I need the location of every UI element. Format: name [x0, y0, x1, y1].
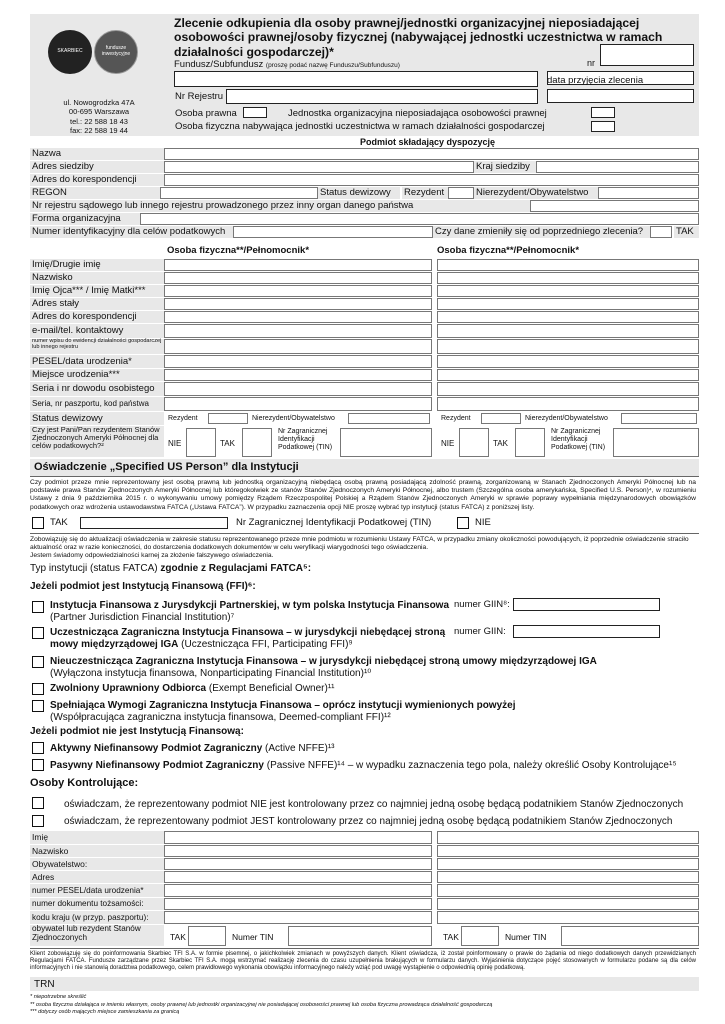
- fatca-tak-label: TAK: [50, 517, 68, 528]
- person-label: Imię Ojca*** / Imię Matki***: [30, 285, 164, 297]
- us-tin-label: Nr Zagranicznej Identyfikacji Podatkowej (TIN): [549, 428, 611, 457]
- fatca-paragraph-1: Czy podmiot przeze mnie reprezentowany jest osobą prawną lub jednostką organizacyjną niebędącą osobą prawną posiadającą zdolność prawną, zorganizowaną w Stanach Zjednoczonych Ameryki Północnej lub na podstawie prawa Stanów Zjednoczonych Ameryki Północnej lub któregokolwiek ze stanów Stanów Zjednoczonych Ameryki Północnej, albo trustem (Szczególna osoba amerykańska, Specified U.S. Person)⁴, w rozumieniu Ustawy z dnia 9 października 2015 r. o wykonywaniu umowy pomiędzy Rządem Rzeczpospolitej Polskiej a Rządem Stanów Zjednoczonych Ameryki w sprawie poprawy wypełniania międzynarodowych obowiązków podatkowych oraz wdrożenia ustawodawstwa FATCA („Ustawa FATCA”). W przypadku zaznaczenia opcji NIE proszę wybrać typ instytucji (status FATCA) z poniższej listy.: [30, 479, 696, 511]
- country-label: Kraj siedziby: [474, 161, 536, 173]
- hq-address-field[interactable]: [164, 161, 474, 173]
- regon-field[interactable]: [160, 187, 318, 199]
- type-natural-label: Osoba fizyczna nabywająca jednostki uczestnictwa w ramach działalności gospodarczej: [175, 121, 545, 132]
- fund-field[interactable]: [174, 71, 538, 87]
- person-label: e-mail/tel. kontaktowy: [30, 324, 164, 338]
- fatca-tak-checkbox[interactable]: [32, 517, 44, 529]
- resident-field[interactable]: [448, 187, 474, 199]
- fatca-tin-field[interactable]: [80, 517, 228, 529]
- control-label: Obywatelstwo:: [30, 858, 164, 870]
- control-tin-label: Numer TIN: [228, 931, 288, 943]
- person-1-field[interactable]: [164, 324, 432, 338]
- company-address: ul. Nowogrodzka 47A 00-695 Warszawa tel.: 22 588 18 43 fax: 22 588 19 44: [63, 98, 135, 136]
- option-exempt-owner-label: Zwolniony Uprawniony Odbiorca (Exempt Beneficial Owner)¹¹: [50, 683, 335, 694]
- submitter-label: Adres do korespondencji: [30, 174, 164, 186]
- changed-field[interactable]: [650, 226, 672, 238]
- person-1-field[interactable]: [164, 259, 432, 271]
- type-natural-checkbox[interactable]: [591, 121, 615, 132]
- option-passive-nffe-checkbox[interactable]: [32, 759, 44, 771]
- person-label: Seria i nr dowodu osobistego: [30, 382, 164, 396]
- option-deemed-compliant-label: Spełniająca Wymogi Zagraniczna Instytucja Finansowa – oprócz instytucji wymienionych powyżej (Współpracująca zagraniczna instytucja finansowa, Deemed-compliant FFI)¹²: [50, 700, 516, 723]
- submitter-label: Nr rejestru sądowego lub innego rejestru prowadzonego przez inny organ danego państwa: [30, 200, 530, 212]
- control-tin-field[interactable]: [561, 926, 699, 946]
- ffi-heading: Jeżeli podmiot jest Instytucją Finansową (FFI)⁶:: [30, 581, 256, 592]
- person-col-title-2: Osoba fizyczna**/Pełnomocnik*: [437, 245, 580, 256]
- control-1-field[interactable]: [164, 871, 432, 883]
- control-1-field[interactable]: [164, 898, 432, 910]
- submitter-label: Adres siedziby: [30, 161, 164, 173]
- submitter-label: Numer identyfikacyjny dla celów podatkowych: [30, 226, 233, 238]
- person-label: Adres do korespondencji: [30, 311, 164, 323]
- control-tin-label: Numer TIN: [501, 931, 561, 943]
- control-2-field[interactable]: [437, 884, 699, 897]
- person-2-field[interactable]: [437, 369, 699, 381]
- option-exempt-owner-checkbox[interactable]: [32, 683, 44, 695]
- registry-label: Nr Rejestru: [175, 91, 224, 102]
- fatca-paragraph-3: Jestem świadomy odpowiedzialności karnej za złożenie fałszywego oświadczenia.: [30, 552, 274, 559]
- control-tak-field[interactable]: [461, 926, 499, 946]
- us-tin-label: Nr Zagranicznej Identyfikacji Podatkowej (TIN): [276, 428, 338, 457]
- control-1-field[interactable]: [164, 911, 432, 924]
- person-2-field[interactable]: [437, 298, 699, 310]
- type-unit-label: Jednostka organizacyjna nieposiadająca osobowości prawnej: [288, 108, 547, 119]
- us-tak-label: TAK: [491, 438, 515, 450]
- nonresident-label: Nierezydent/Obywatelstwo: [474, 187, 598, 199]
- control-tin-field[interactable]: [288, 926, 432, 946]
- fatca-title: Oświadczenie „Specified US Person” dla Instytucji: [34, 461, 299, 473]
- control-not-us-label: oświadczam, że reprezentowany podmiot NIE jest kontrolowany przez co najmniej jedną osobę będącą podatnikiem Stanów Zjednoczonych: [64, 799, 684, 810]
- control-tak-field[interactable]: [188, 926, 226, 946]
- us-nie-label: NIE: [166, 438, 186, 450]
- option-active-nffe-label: Aktywny Niefinansowy Podmiot Zagraniczny (Active NFFE)¹³: [50, 743, 335, 754]
- control-label: kodu kraju (w przyp. paszportu):: [30, 911, 164, 924]
- person-2-field[interactable]: [437, 339, 699, 354]
- option-partner-ffi-checkbox[interactable]: [32, 601, 44, 613]
- control-us-label: oświadczam, że reprezentowany podmiot JEST kontrolowany przez co najmniej jedną osobę będącą podatnikiem Stanów Zjednoczonych: [64, 816, 673, 827]
- person-2-field[interactable]: [437, 355, 699, 368]
- control-label: numer dokumentu tożsamości:: [30, 898, 164, 910]
- giin-field-1[interactable]: [513, 598, 660, 611]
- control-1-field[interactable]: [164, 858, 432, 870]
- control-1-field[interactable]: [164, 845, 432, 857]
- person-2-field[interactable]: [437, 285, 699, 297]
- option-passive-nffe-label: Pasywny Niefinansowy Podmiot Zagraniczny (Passive NFFE)¹⁴ – w wypadku zaznaczenia tego pola, należy określić Osoby Kontrolujące¹⁵: [50, 760, 677, 771]
- person-2-field[interactable]: [437, 311, 699, 323]
- person-col-title-1: Osoba fizyczna**/Pełnomocnik*: [167, 245, 310, 256]
- option-active-nffe-checkbox[interactable]: [32, 742, 44, 754]
- name-field[interactable]: [164, 148, 699, 160]
- status-resident-field[interactable]: [208, 413, 248, 424]
- control-2-field[interactable]: [437, 871, 699, 883]
- person-label: PESEL/data urodzenia*: [30, 355, 164, 368]
- submitter-label: REGON: [30, 187, 160, 199]
- us-nie-label: NIE: [439, 438, 459, 450]
- us-tak-field[interactable]: [515, 428, 545, 457]
- status-nonresident-field[interactable]: [621, 413, 697, 424]
- type-legal-label: Osoba prawna: [175, 108, 237, 119]
- person-1-field[interactable]: [164, 382, 432, 396]
- option-nonparticipating-ffi-checkbox[interactable]: [32, 656, 44, 668]
- person-label: Seria, nr paszportu, kod państwa: [30, 397, 164, 411]
- control-1-field[interactable]: [164, 884, 432, 897]
- option-participating-ffi-checkbox[interactable]: [32, 627, 44, 639]
- giin-field-2[interactable]: [513, 625, 660, 638]
- footnotes: * niepotrzebne skreślić ** osoba fizyczna działająca w imieniu własnym, osoby prawnej lub jednostki organizacyjnej nie posiadającej osobowości prawnej lub osoba fizyczna prowadząca działalność gospodarczą *** dotyczy osób mających miejsce zamieszkania za granicą: [30, 994, 493, 1016]
- person-2-field[interactable]: [437, 397, 699, 411]
- control-2-field[interactable]: [437, 845, 699, 857]
- person-label: Imię/Drugie imię: [30, 259, 164, 271]
- control-2-field[interactable]: [437, 898, 699, 910]
- person-2-field[interactable]: [437, 272, 699, 284]
- trn-bar: [30, 977, 699, 991]
- control-label: numer PESEL/data urodzenia*: [30, 884, 164, 897]
- person-2-field[interactable]: [437, 324, 699, 338]
- fatca-nie-checkbox[interactable]: [457, 517, 469, 529]
- person-1-field[interactable]: [164, 272, 432, 284]
- person-2-field[interactable]: [437, 259, 699, 271]
- fatca-nie-label: NIE: [475, 517, 491, 528]
- status-resident-field[interactable]: [481, 413, 521, 424]
- form-title: Zlecenie odkupienia dla osoby prawnej/jednostki organizacyjnej nieposiadającej osobowości prawnej/osoby fizycznej (nabywającej jednostki uczestnictwa w ramach działalności gospodarczej)*: [174, 16, 663, 59]
- us-tak-label: TAK: [218, 438, 242, 450]
- tax-status-label: Status dewizowy: [318, 187, 400, 199]
- option-deemed-compliant-checkbox[interactable]: [32, 700, 44, 712]
- control-not-us-checkbox[interactable]: [32, 797, 44, 809]
- control-2-field[interactable]: [437, 911, 699, 924]
- us-nie-field[interactable]: [459, 428, 489, 457]
- us-tin-field[interactable]: [340, 428, 432, 457]
- submitter-title: Podmiot składający dyspozycję: [360, 137, 496, 147]
- option-participating-ffi-label: Uczestnicząca Zagraniczna Instytucja Finansowa – w jurysdykcji niebędącej stroną mowy międzyrządowej IGA (Uczestnicząca FFI, Participating FFI)⁹: [50, 627, 446, 650]
- logo: [48, 30, 156, 86]
- control-title: Osoby Kontrolujące:: [30, 777, 139, 789]
- control-2-field[interactable]: [437, 858, 699, 870]
- person-1-field[interactable]: [164, 397, 432, 411]
- person-label: Czy jest Pani/Pan rezydentem Stanów Zjednoczonych Ameryki Północnej dla celów podatkowych?²: [30, 426, 164, 457]
- status-nonresident-field[interactable]: [348, 413, 430, 424]
- trn-label: TRN: [34, 979, 55, 990]
- option-nonparticipating-ffi-label: Nieuczestnicząca Zagraniczna Instytucja Finansowa – w jurysdykcji niebędącej stroną umowy międzyrządowej IGA (Wyłączona instytucja finansowa, Nonparticipating Financial Institution)¹⁰: [50, 656, 597, 679]
- person-1-field[interactable]: [164, 355, 432, 368]
- control-label: Adres: [30, 871, 164, 883]
- fatca-type-label: Typ instytucji (status FATCA) zgodnie z Regulacjami FATCA⁵:: [30, 563, 312, 574]
- footer-note: Klient zobowiązuję się do poinformowania Skarbiec TFI S.A. w formie pisemnej, o jakichkolwiek zmianach w powyższych danych. Klient oświadcza, iż został poinformowany o prawie do żądania od niego dodatkowych danych przewidzianych Regulacjami FATCA. Fundusze zarządzane przez Skarbiec TFI S.A. mogą wstrzymać realizację zlecenia do czasu uzupełnienia brakujących w formularzu danych. Wyjaśnienia dotyczące pojęć stosowanych w formularzu podane są dla celów informacyjnych i nie stanowią doradztwa podatkowego, celem prawidłowego wykonania obowiązku informacyjnego należy wziąć pod uwagę wystąpienie o odpowiednią opinię podatkową.: [30, 951, 696, 972]
- control-label: Nazwisko: [30, 845, 164, 857]
- control-label: Imię: [30, 831, 164, 844]
- submitter-label: Nazwa: [30, 148, 164, 160]
- country-field[interactable]: [536, 161, 699, 173]
- resident-label: Rezydent: [402, 187, 448, 199]
- date-label: data przyjęcia zlecenia: [547, 75, 644, 86]
- control-2-field[interactable]: [437, 831, 699, 844]
- person-1-field[interactable]: [164, 298, 432, 310]
- giin-label-2: numer GIIN:: [454, 626, 506, 637]
- person-label: Adres stały: [30, 298, 164, 310]
- brand-logo-right: fundusze inwestycyjne: [94, 30, 138, 74]
- us-tak-field[interactable]: [242, 428, 272, 457]
- changed-label: Czy dane zmieniły się od poprzedniego zlecenia?: [433, 226, 650, 238]
- nr-field[interactable]: [600, 44, 694, 66]
- fatca-tin-label: Nr Zagranicznej Identyfikacji Podatkowej (TIN): [236, 517, 432, 528]
- control-1-field[interactable]: [164, 831, 432, 844]
- type-unit-checkbox[interactable]: [591, 107, 615, 118]
- court-registry-field[interactable]: [530, 200, 699, 212]
- control-us-checkbox[interactable]: [32, 815, 44, 827]
- person-1-field[interactable]: [164, 369, 432, 381]
- fund-label: Fundusz/Subfundusz (proszę podać nazwę Funduszu/Subfunduszu): [174, 59, 400, 70]
- status-resident-label: Rezydent: [439, 413, 479, 424]
- registry-field[interactable]: [226, 89, 538, 104]
- nr-label: nr: [587, 58, 596, 68]
- person-label: numer wpisu do ewidencji działalności gospodarczej lub innego rejestru: [30, 339, 164, 354]
- status-nonresident-label: Nierezydent/Obywatelstwo: [250, 413, 348, 424]
- us-nie-field[interactable]: [186, 428, 216, 457]
- date-value-field[interactable]: [547, 89, 694, 103]
- fatca-paragraph-2: Zobowiązuję się do aktualizacji oświadczenia w zakresie statusu reprezentowanego przeze mnie podmiotu w rozumieniu Ustawy FATCA, w przypadku zmiany okoliczności powodujących, iż poprzednie oświadczenie straciło aktualność oraz w razie konieczności, do dostarczenia dodatkowych dokumentów w celu weryfikacji wiarygodności tego oświadczenia.: [30, 536, 689, 552]
- submitter-label: Forma organizacyjna: [30, 213, 140, 225]
- status-resident-label: Rezydent: [166, 413, 206, 424]
- us-tin-field[interactable]: [613, 428, 699, 457]
- type-legal-checkbox[interactable]: [243, 107, 267, 118]
- org-form-field[interactable]: [140, 213, 699, 225]
- control-tak-label: TAK: [168, 931, 188, 943]
- changed-tak: TAK: [674, 226, 699, 238]
- control-label: obywatel lub rezydent Stanów Zjednoczonych: [30, 925, 164, 946]
- tax-id-field[interactable]: [233, 226, 433, 238]
- person-label: Nazwisko: [30, 272, 164, 284]
- correspondence-field[interactable]: [164, 174, 699, 186]
- control-tak-label: TAK: [441, 931, 461, 943]
- person-1-field[interactable]: [164, 311, 432, 323]
- option-partner-ffi-label: Instytucja Finansowa z Jurysdykcji Partnerskiej, w tym polska Instytucja Finansowa (Partner Jurisdiction Financial Institution)⁷: [50, 600, 450, 623]
- nffe-heading: Jeżeli podmiot nie jest Instytucją Finansową:: [30, 726, 244, 737]
- person-1-field[interactable]: [164, 285, 432, 297]
- brand-logo-left: SKARBIEC: [48, 30, 92, 74]
- giin-label-1: numer GIIN⁸:: [454, 599, 510, 610]
- nonresident-field[interactable]: [598, 187, 699, 199]
- person-label: Status dewizowy: [30, 412, 164, 425]
- person-1-field[interactable]: [164, 339, 432, 354]
- person-label: Miejsce urodzenia***: [30, 369, 164, 381]
- person-2-field[interactable]: [437, 382, 699, 396]
- status-nonresident-label: Nierezydent/Obywatelstwo: [523, 413, 621, 424]
